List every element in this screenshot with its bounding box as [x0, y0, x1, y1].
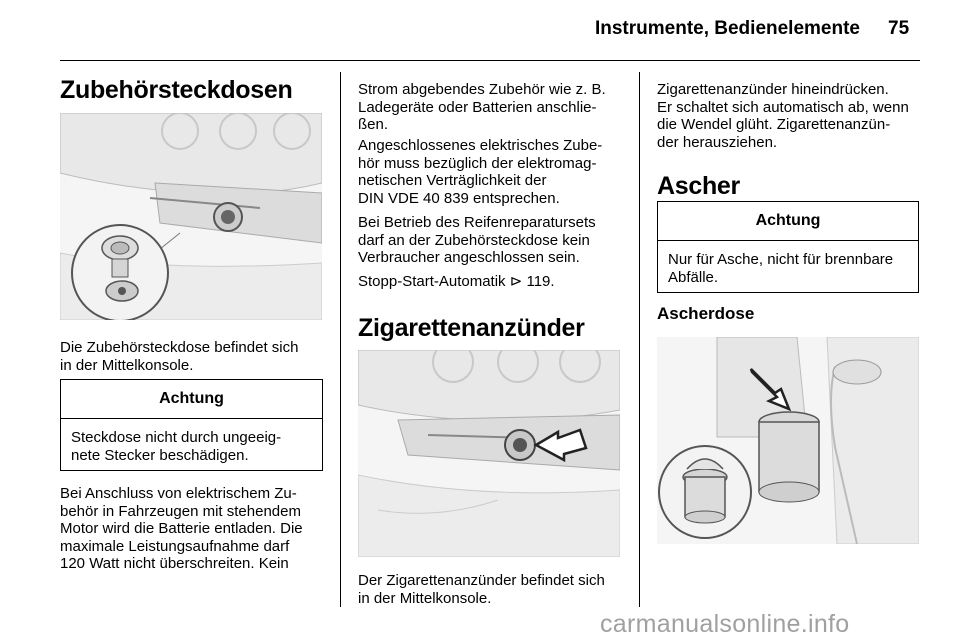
column-divider-1 — [340, 72, 341, 607]
warning-box-ashtray — [657, 201, 919, 293]
stop-start-reference: Stopp-Start-Automatik ⊳ 119. — [358, 273, 555, 290]
page-number: 75 — [888, 18, 910, 39]
warning-text: Nur für Asche, nicht für brennbare Abfälle. — [668, 251, 894, 286]
section-heading-cigarette-lighter: Zigarettenanzünder — [358, 314, 585, 342]
header-divider — [60, 60, 920, 61]
warning-title: Achtung — [61, 380, 322, 419]
section-heading-ashtray: Ascher — [657, 172, 740, 200]
cigarette-lighter-location-text: Der Zigarettenanzünder befindet sich in der Mittelkonsole. — [358, 572, 605, 607]
warning-text: Steckdose nicht durch ungeeig- nete Stecker beschädigen. — [71, 429, 282, 464]
battery-drain-text: Bei Anschluss von elektrischem Zu- behör in Fahrzeugen mit stehendem Motor wird die Batterie entladen. Die maximale Leistungsaufnahme darf 120 Watt nicht überschreiten. Kein — [60, 485, 303, 572]
cigarette-lighter-usage-text: Zigarettenanzünder hineindrücken. Er schaltet sich automatisch ab, wenn die Wendel glüht. Zigarettenanzün- der herausziehen. — [657, 81, 909, 151]
accessory-socket-illustration — [60, 113, 322, 320]
column-divider-2 — [639, 72, 640, 607]
cigarette-lighter-illustration — [358, 350, 620, 557]
running-header-title: Instrumente, Bedienelemente — [594, 18, 860, 39]
warning-box-socket — [60, 379, 323, 471]
warning-title: Achtung — [658, 202, 918, 241]
subheading-ashtray-box: Ascherdose — [657, 304, 755, 323]
ashtray-illustration — [657, 337, 919, 544]
accessory-socket-location-text: Die Zubehörsteckdose befindet sich in der Mittelkonsole. — [60, 339, 299, 374]
accessory-types-text: Strom abgebendes Zubehör wie z. B. Ladegeräte oder Batterien anschlie- ßen. — [358, 81, 606, 133]
section-heading-accessory-sockets: Zubehörsteckdosen — [60, 76, 293, 104]
watermark: carmanualsonline.info — [600, 610, 850, 638]
tire-repair-note-text: Bei Betrieb des Reifenreparatursets darf an der Zubehörsteckdose kein Verbraucher angeschlossen sein. — [358, 214, 596, 266]
emc-compliance-text: Angeschlossenes elektrisches Zube- hör muss bezüglich der elektromag- netischen Verträglichkeit der DIN VDE 40 839 entsprechen. — [358, 137, 603, 207]
